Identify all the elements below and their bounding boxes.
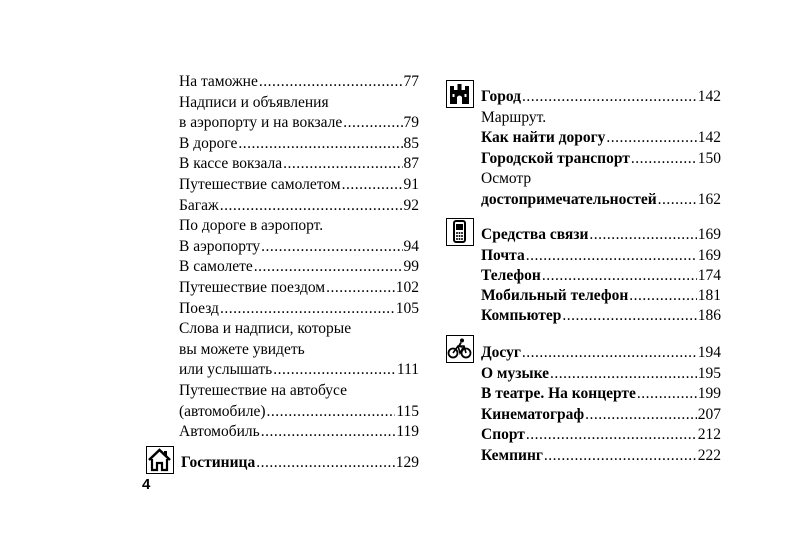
toc-entry-title: в аэропорту и на вокзале: [179, 114, 343, 132]
toc-entry: [179, 196, 419, 217]
toc-heading-line: Путешествие на автобусе: [179, 381, 347, 399]
toc-leader-dots: [589, 225, 696, 246]
toc-leader-dots: [254, 257, 403, 278]
toc-heading-line: Осмотр: [481, 170, 532, 188]
toc-entry-title: Город: [481, 88, 522, 105]
mobile-phone-icon: [446, 218, 474, 246]
toc-entry: [179, 154, 419, 175]
bicycle-icon: [446, 335, 474, 363]
toc-section-items: [481, 108, 721, 211]
toc-leader-dots: [550, 364, 697, 385]
page-number: 4: [142, 476, 151, 493]
toc-entry: [481, 149, 721, 170]
toc-entry: [481, 405, 721, 426]
toc-leader-dots: [273, 360, 396, 381]
toc-entry-title: В дороге: [179, 134, 238, 152]
toc-leader-dots: [522, 343, 697, 364]
toc-entry-page: 105: [395, 299, 419, 317]
toc-entry-page: 150: [697, 149, 721, 167]
toc-entry-page: 92: [403, 196, 419, 214]
toc-entry-page: 212: [697, 426, 721, 444]
toc-entry-page: 115: [396, 402, 419, 420]
toc-entry-page: 102: [395, 278, 419, 296]
castle-icon: [446, 80, 474, 108]
toc-entry: [481, 343, 721, 364]
toc-leader-dots: [562, 306, 696, 326]
toc-entry: [179, 113, 419, 134]
toc-leader-dots: [283, 154, 402, 175]
toc-entry: [481, 364, 721, 385]
toc-entry-page: 162: [697, 190, 721, 208]
toc-entry-title: или услышать: [179, 361, 273, 379]
toc-heading-line: Надписи и объявления: [179, 93, 329, 111]
toc-leader-dots: [343, 113, 402, 134]
toc-entry: [179, 237, 419, 258]
toc-entry-title: (автомобиле): [179, 402, 266, 420]
toc-entry-title: Спорт: [481, 426, 525, 444]
toc-entry: [179, 402, 419, 423]
toc-entry-page: 79: [403, 114, 419, 132]
toc-entry-title: В аэропорту: [179, 237, 261, 255]
toc-entry-title: Кинематограф: [481, 405, 585, 423]
toc-entry-title: Почта: [481, 246, 525, 264]
toc-entry-page: 87: [403, 155, 419, 173]
toc-entry: [179, 299, 419, 320]
toc-entry-title: Кемпинг: [481, 446, 543, 464]
toc-entry: [179, 134, 419, 155]
toc-entry-page: 186: [697, 307, 721, 325]
toc-entry: [179, 422, 419, 443]
toc-entry: [481, 128, 721, 149]
toc-entry-title: достопримечательностей: [481, 190, 657, 208]
toc-heading-line: вы можете увидеть: [179, 340, 305, 358]
toc-entry-title: Мобильный телефон: [481, 286, 629, 304]
toc-entry-page: 169: [697, 226, 721, 243]
toc-entry-title: Досуг: [481, 344, 521, 361]
toc-entry-page: 99: [403, 258, 419, 276]
toc-leader-dots: [526, 246, 697, 266]
toc-entry-title: Средства связи: [481, 226, 589, 243]
toc-left-column: [179, 72, 419, 443]
toc-leader-dots: [637, 384, 697, 405]
toc-entry: [481, 246, 721, 266]
toc-entry-title: Телефон: [481, 266, 541, 284]
toc-entry: [481, 384, 721, 405]
toc-leader-dots: [261, 237, 402, 258]
toc-section-city: [481, 87, 721, 211]
toc-entry: [481, 446, 721, 467]
toc-entry-title: Путешествие поездом: [179, 278, 326, 296]
toc-section-items: [481, 364, 721, 467]
toc-entry: [179, 175, 419, 196]
toc-entry-title: Автомобиль: [179, 423, 260, 441]
toc-entry-title: На таможне: [179, 73, 258, 90]
toc-leader-dots: [326, 278, 395, 299]
toc-entry: [179, 257, 419, 278]
toc-entry: [481, 87, 721, 108]
toc-entry-page: 129: [395, 454, 419, 471]
toc-entry-title: В театре. На концерте: [481, 385, 636, 403]
toc-entry-title: Путешествие самолетом: [179, 175, 341, 193]
toc-leader-dots: [544, 446, 697, 467]
toc-leader-dots: [585, 405, 697, 426]
toc-entry-page: 195: [697, 364, 721, 382]
toc-entry: [481, 266, 721, 286]
toc-entry-title: Компьютер: [481, 307, 562, 325]
toc-leader-dots: [522, 87, 697, 108]
toc-entry-title: Поезд: [179, 299, 219, 317]
toc-entry: [179, 360, 419, 381]
toc-entry: [481, 306, 721, 326]
toc-entry-page: 142: [697, 129, 721, 147]
toc-heading-line: Маршрут.: [481, 108, 547, 126]
toc-entry: [481, 190, 721, 211]
toc-entry: [181, 453, 419, 474]
toc-entry-page: 181: [697, 286, 721, 304]
toc-leader-dots: [658, 190, 697, 211]
toc-leader-dots: [261, 422, 396, 443]
toc-entry-title: Багаж: [179, 196, 219, 214]
toc-leader-dots: [631, 149, 697, 170]
toc-leader-dots: [342, 175, 403, 196]
toc-leader-dots: [220, 196, 403, 217]
toc-heading-line: Слова и надписи, которые: [179, 320, 352, 338]
toc-entry-page: 199: [697, 385, 721, 403]
toc-section-leisure: [481, 343, 721, 467]
toc-entry-page: 94: [403, 237, 419, 255]
toc-entry-page: 174: [697, 266, 721, 284]
toc-leader-dots: [526, 425, 697, 446]
toc-entry-title: Городской транспорт: [481, 149, 630, 167]
toc-entry: [481, 425, 721, 446]
toc-entry-page: 119: [396, 423, 419, 441]
toc-leader-dots: [629, 286, 697, 306]
toc-leader-dots: [542, 266, 697, 286]
toc-leader-dots: [259, 72, 403, 93]
toc-entry: [179, 278, 419, 299]
toc-entry-page: 142: [697, 88, 721, 105]
toc-heading-line: По дороге в аэропорт.: [179, 217, 324, 235]
toc-entry-page: 222: [697, 446, 721, 464]
toc-entry: [481, 225, 721, 246]
house-icon: [146, 446, 174, 474]
toc-entry: [481, 286, 721, 306]
toc-entry-title: Как найти дорогу: [481, 129, 606, 147]
toc-entry-title: Гостиница: [181, 454, 256, 471]
toc-entry-title: В кассе вокзала: [179, 155, 283, 173]
toc-section-hotel: [181, 453, 419, 474]
toc-entry-page: 207: [697, 405, 721, 423]
toc-entry-page: 77: [403, 73, 419, 90]
toc-leader-dots: [238, 134, 402, 155]
toc-entry-page: 169: [697, 246, 721, 264]
toc-leader-dots: [606, 128, 696, 149]
toc-entry-page: 111: [396, 361, 419, 379]
toc-entry: [179, 72, 419, 93]
toc-section-items: [481, 246, 721, 327]
toc-leader-dots: [256, 453, 395, 474]
toc-entry-title: О музыке: [481, 364, 549, 382]
toc-leader-dots: [220, 299, 395, 320]
toc-section-communication: [481, 225, 721, 326]
toc-leader-dots: [267, 402, 396, 423]
toc-entry-page: 91: [403, 175, 419, 193]
toc-entry-title: В самолете: [179, 258, 253, 276]
toc-entry-page: 194: [697, 344, 721, 361]
toc-entry-page: 85: [403, 134, 419, 152]
